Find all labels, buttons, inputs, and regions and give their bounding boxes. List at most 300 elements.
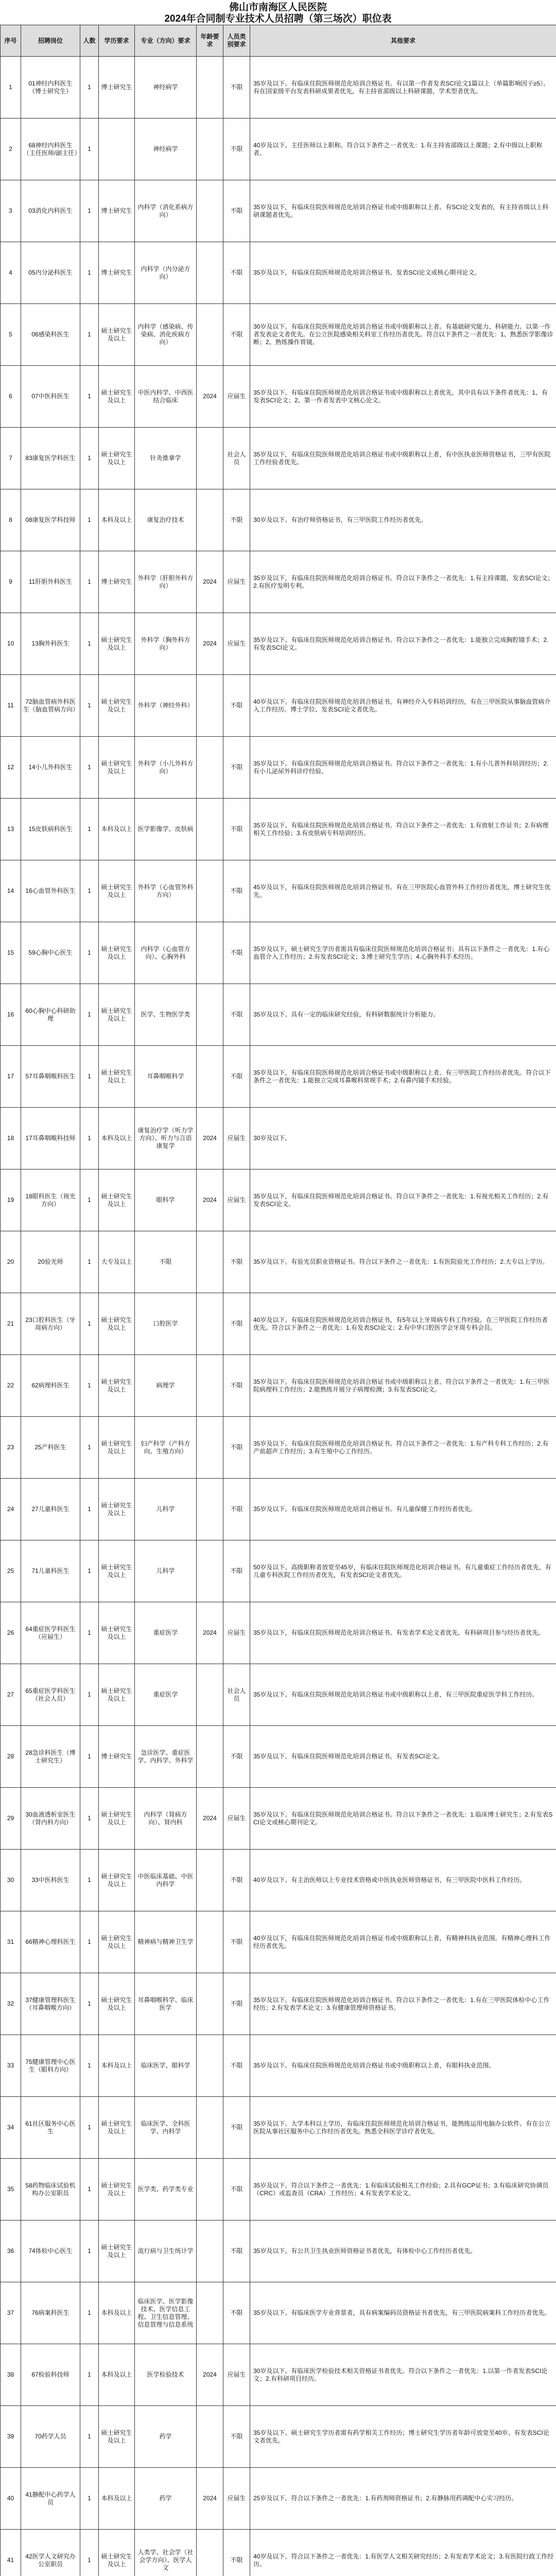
- row-edu: 本科及以上: [99, 1108, 135, 1170]
- row-other: 35岁及以下，有临床住院医师规范化培训合格证书或中级职称以上者。有三甲医院工作经历者优先。符合以下条件之一者优先：1.能独立完成耳鼻喉科常规手术；2.有鼻内镜手术经验。: [250, 1046, 556, 1108]
- row-category: 不限: [223, 242, 250, 304]
- row-no: 26: [1, 1602, 21, 1664]
- row-post: 65重症医学科医生（社会人员）: [21, 1664, 80, 1726]
- row-category: 应届生: [223, 2468, 250, 2530]
- row-other: 35岁及以下。大学本科以上学历，有临床住院医师规范化培训合格证书，能熟练运用电脑办公软件。有在公立医院从事社区服务中心工作经历者优先。熟悉全科医学诊疗者优先。: [250, 2097, 556, 2159]
- row-count: 1: [80, 799, 99, 860]
- row-category: 不限: [223, 489, 250, 551]
- row-category: 不限: [223, 984, 250, 1046]
- row-category: 社会人员: [223, 1664, 250, 1726]
- row-age: [197, 57, 223, 118]
- row-post: 76病案科医生: [21, 2282, 80, 2344]
- table-row: [1, 1540, 556, 1602]
- row-category: 不限: [223, 1850, 250, 1911]
- row-post: 68神经内科医生（主任医师/副主任）: [21, 118, 80, 180]
- row-edu: 硕士研究生及以上: [99, 1788, 135, 1850]
- row-no: 39: [1, 2406, 21, 2468]
- row-age: [197, 2097, 223, 2159]
- row-count: 1: [80, 1973, 99, 2035]
- row-other: 25岁及以下。符合以下条件之一者优先：1.有药剂师资格证书；2.有静脉用药调配中心实习经历。: [250, 2468, 556, 2530]
- row-major: 医学影像学、皮肤病: [135, 799, 197, 860]
- row-edu: 硕士研究生及以上: [99, 2221, 135, 2282]
- row-edu: 本科及以上: [99, 489, 135, 551]
- row-post: 11肝胆外科医生: [21, 551, 80, 613]
- row-no: 19: [1, 1170, 21, 1231]
- table-row: [1, 1726, 556, 1788]
- row-category: 应届生: [223, 551, 250, 613]
- row-count: 1: [80, 2282, 99, 2344]
- row-no: 11: [1, 675, 21, 737]
- row-other: 35岁及以下。有临床住院医师规范化培训合格证书或中级职称以上者优先，其中具有以下条件者优先：1、有发表SCI论文；2、第一作者发表中文核心论文。: [250, 366, 556, 428]
- row-age: 2024: [197, 2468, 223, 2530]
- row-other: 35岁及以下。符合以下条件之一者优先：1.有临床试验相关工作经验；2.具有GCP证书；3.有临床研究协调员（CRC）或监查员（CRA）工作经历；4.有发表学术论文。: [250, 2159, 556, 2221]
- row-category: 不限: [223, 304, 250, 366]
- row-count: 1: [80, 1788, 99, 1850]
- title-line-1: 佛山市南海区人民医院: [229, 2, 327, 13]
- row-major: 医学、生物医学类: [135, 984, 197, 1046]
- header-other: 其他要求: [250, 25, 556, 57]
- row-count: 1: [80, 304, 99, 366]
- row-other: 30岁及以下。有临床医学检验技术相关资格证书者优先。符合以下条件之一者优先：1.以第一作者发表SCI论文；2.有科研项目经历。: [250, 2344, 556, 2406]
- row-major: 神经病学: [135, 57, 197, 118]
- row-post: 05内分泌科医生: [21, 242, 80, 304]
- row-post: 33中医科医生: [21, 1850, 80, 1911]
- row-edu: 本科及以上: [99, 799, 135, 860]
- row-other: 35岁及以下。有临床住院医师规范化培训合格证书或中级职称以上者。符合以下条件之一者优先：1.有三甲医院病理科工作经历；2.能熟练开展分子病理检测；3.有发表SCI论文。: [250, 1355, 556, 1417]
- row-category: 不限: [223, 1231, 250, 1293]
- row-count: 1: [80, 118, 99, 180]
- row-category: 应届生: [223, 366, 250, 428]
- row-post: 72脑血管病外科医生（脑血管病方向）: [21, 675, 80, 737]
- row-category: 应届生: [223, 1602, 250, 1664]
- row-category: 不限: [223, 737, 250, 799]
- row-other: 40岁及以下。符合以下条件之一者优先：1.有医学人文相关研究经历；2.有发表学术论文；3.有医院行政工作经历。: [250, 2530, 556, 2576]
- row-count: 1: [80, 1046, 99, 1108]
- row-count: 1: [80, 2159, 99, 2221]
- row-major: 临床医学、医学影像技术、医学信息工程、卫生信息管理、信息管理与信息系统: [135, 2282, 197, 2344]
- row-age: 2024: [197, 613, 223, 675]
- row-major: 针灸推拿学: [135, 428, 197, 489]
- table-row: [1, 2468, 556, 2530]
- row-other: 40岁及以下。有主治医师以上专业技术资格或中医执业医师资格证书，有三甲医院中医科工作经历。: [250, 1850, 556, 1911]
- row-count: 1: [80, 1170, 99, 1231]
- row-age: 2024: [197, 1602, 223, 1664]
- table-row: [1, 1293, 556, 1355]
- row-other: 35岁及以下。有临床住院医师规范化培训合格证书。符合以下条件之一者优先：1.临床博士研究生；2.有发表SCI论文或核心期刊论文。: [250, 1788, 556, 1850]
- row-edu: 硕士研究生及以上: [99, 1664, 135, 1726]
- row-other: 35岁及以下，有临床住院医师规范化培训合格证书或中级职称以上者，有中医执业医师资格证书，三甲有医院工作经验者优先。: [250, 428, 556, 489]
- row-major: 外科学（神经外科）: [135, 675, 197, 737]
- row-age: [197, 860, 223, 922]
- job-table: [0, 25, 556, 2576]
- row-no: 14: [1, 860, 21, 922]
- row-major: 医学类、药学类专业: [135, 2159, 197, 2221]
- row-category: 不限: [223, 1046, 250, 1108]
- row-age: [197, 2282, 223, 2344]
- row-major: 康复治疗技术: [135, 489, 197, 551]
- row-post: 03消化内科医生: [21, 180, 80, 242]
- row-other: 35岁及以下。有临床住院医师规范化培训合格证书。有以第一作者发表SCI论文1篇以上（单篇影响因子≥5）。有在国家级平台发表科研成果者优先，有主持省部级以上科研课题，学术型者优先。: [250, 57, 556, 118]
- table-row: [1, 242, 556, 304]
- row-age: [197, 1664, 223, 1726]
- table-row: [1, 2530, 556, 2576]
- row-edu: 本科及以上: [99, 2282, 135, 2344]
- row-no: 4: [1, 242, 21, 304]
- row-other: 35岁及以下，有临床住院医师规范化培训合格证书。符合以下条件之一者优先：1.有主持课题，发表SCI论文；2.有医疗发明专利。: [250, 551, 556, 613]
- row-category: 应届生: [223, 613, 250, 675]
- row-count: 1: [80, 1293, 99, 1355]
- row-edu: 硕士研究生及以上: [99, 1355, 135, 1417]
- row-age: [197, 489, 223, 551]
- row-edu: 硕士研究生及以上: [99, 304, 135, 366]
- row-major: 临床医学、眼科学: [135, 2035, 197, 2097]
- row-no: 9: [1, 551, 21, 613]
- table-row: [1, 1788, 556, 1850]
- row-no: 34: [1, 2097, 21, 2159]
- row-count: 1: [80, 1540, 99, 1602]
- row-no: 24: [1, 1479, 21, 1540]
- row-major: 药学: [135, 2468, 197, 2530]
- header-major: 专业（方向）要求: [135, 25, 197, 57]
- row-edu: 硕士研究生及以上: [99, 2530, 135, 2576]
- row-age: [197, 1726, 223, 1788]
- header-edu: 学历要求: [99, 25, 135, 57]
- row-edu: 本科及以上: [99, 2035, 135, 2097]
- row-edu: 硕士研究生及以上: [99, 737, 135, 799]
- row-no: 20: [1, 1231, 21, 1293]
- row-count: 1: [80, 57, 99, 118]
- table-row: [1, 1664, 556, 1726]
- row-other: 40岁及以下。有临床住院医师规范化培训合格证书，有神经介入专科培训经历，有在三甲医院从事脑血管病介入工作经历。博士学位、发表SCI论文者优先。: [250, 675, 556, 737]
- row-no: 23: [1, 1417, 21, 1479]
- row-major: 外科学（肝胆外科方向）: [135, 551, 197, 613]
- row-post: 16心血管外科医生: [21, 860, 80, 922]
- row-major: 精神病与精神卫生学: [135, 1911, 197, 1973]
- row-other: 35岁及以下。硕士研究生学历者需有药学相关工作经历；博士研究生学历者年龄可放宽至40岁。有发表SCI论文者优先。: [250, 2406, 556, 2468]
- row-no: 35: [1, 2159, 21, 2221]
- row-edu: 博士研究生: [99, 57, 135, 118]
- row-no: 13: [1, 799, 21, 860]
- row-other: 40岁及以下。有临床住院医师规范化培训合格证书，有5年以上牙周病专科工作经验。在三甲医院工作经历者优先。符合以下条件之一者优先：1.有发表SCI论文；2.有中华口腔医学会牙周专科会员。: [250, 1293, 556, 1355]
- header-no: 序号: [1, 25, 21, 57]
- row-major: 内科学（内分泌方向）: [135, 242, 197, 304]
- table-body: [1, 57, 556, 2576]
- row-post: 57耳鼻咽喉科医生: [21, 1046, 80, 1108]
- table-row: [1, 1046, 556, 1108]
- table-row: [1, 57, 556, 118]
- row-edu: 本科及以上: [99, 2344, 135, 2406]
- row-category: 不限: [223, 1973, 250, 2035]
- row-edu: 博士研究生: [99, 242, 135, 304]
- row-age: 2024: [197, 2344, 223, 2406]
- row-age: 2024: [197, 1108, 223, 1170]
- row-category: 社会人员: [223, 428, 250, 489]
- header-age: 年龄要求: [197, 25, 223, 57]
- row-no: 16: [1, 984, 21, 1046]
- row-category: 不限: [223, 180, 250, 242]
- row-count: 1: [80, 2344, 99, 2406]
- row-category: 不限: [223, 1293, 250, 1355]
- row-age: [197, 2406, 223, 2468]
- row-no: 6: [1, 366, 21, 428]
- row-age: [197, 1293, 223, 1355]
- table-row: [1, 489, 556, 551]
- table-row: [1, 118, 556, 180]
- row-count: 1: [80, 2468, 99, 2530]
- row-no: 18: [1, 1108, 21, 1170]
- row-count: 1: [80, 2097, 99, 2159]
- row-post: 62病理科医生: [21, 1355, 80, 1417]
- row-age: 2024: [197, 1170, 223, 1231]
- row-age: [197, 1911, 223, 1973]
- title-line-2: 2024年合同制专业技术人员招聘（第三场次）职位表: [164, 13, 392, 24]
- row-no: 31: [1, 1911, 21, 1973]
- row-other: 50岁及以下。高级职称者放宽至45岁，有临床住院医师规范化培训合格证书。有儿童重症工作经历者优先，有儿童专科医院工作经历者优先，有发表SCI论文者优先。: [250, 1540, 556, 1602]
- row-post: 75健康管理中心医生（眼科方向）: [21, 2035, 80, 2097]
- row-category: 不限: [223, 2282, 250, 2344]
- row-count: 1: [80, 551, 99, 613]
- table-row: [1, 2035, 556, 2097]
- table-row: [1, 2159, 556, 2221]
- row-post: 01神经内科医生（博士研究生）: [21, 57, 80, 118]
- row-count: 1: [80, 1726, 99, 1788]
- row-edu: 硕士研究生及以上: [99, 366, 135, 428]
- row-no: 21: [1, 1293, 21, 1355]
- row-edu: 硕士研究生及以上: [99, 1540, 135, 1602]
- row-post: 83康复医学科医生: [21, 428, 80, 489]
- row-age: [197, 922, 223, 984]
- row-no: 40: [1, 2468, 21, 2530]
- row-major: 不限: [135, 1231, 197, 1293]
- table-row: [1, 304, 556, 366]
- table-row: [1, 1170, 556, 1231]
- row-post: 64重症医学科医生（应届生）: [21, 1602, 80, 1664]
- row-age: [197, 737, 223, 799]
- row-edu: 硕士研究生及以上: [99, 1293, 135, 1355]
- row-edu: 硕士研究生及以上: [99, 2406, 135, 2468]
- row-count: 1: [80, 180, 99, 242]
- row-edu: 硕士研究生及以上: [99, 1046, 135, 1108]
- row-count: 1: [80, 2035, 99, 2097]
- row-major: 流行病与卫生统计学: [135, 2221, 197, 2282]
- row-other: 35岁及以下。有临床医学专业背景者，具有病案编码员资格证书者优先，有三甲医院病案科工作经历者优先。: [250, 2282, 556, 2344]
- row-edu: 本科及以上: [99, 2468, 135, 2530]
- row-other: 35岁及以下。有临床住院医师规范化培训合格证书，有发表SCI论文。: [250, 1726, 556, 1788]
- table-row: [1, 1108, 556, 1170]
- row-count: 1: [80, 1355, 99, 1417]
- table-row: [1, 2097, 556, 2159]
- row-post: 58药物临床试验机构办公室职员: [21, 2159, 80, 2221]
- row-post: 71儿童科医生: [21, 1540, 80, 1602]
- row-count: 1: [80, 1231, 99, 1293]
- row-age: 2024: [197, 1788, 223, 1850]
- row-age: [197, 1231, 223, 1293]
- row-age: [197, 1973, 223, 2035]
- table-row: [1, 860, 556, 922]
- row-major: 中医内科学、中西医结合临床: [135, 366, 197, 428]
- table-row: [1, 1973, 556, 2035]
- row-age: [197, 2159, 223, 2221]
- row-age: [197, 1540, 223, 1602]
- row-edu: 大专及以上: [99, 1231, 135, 1293]
- row-age: [197, 1417, 223, 1479]
- row-category: 不限: [223, 1355, 250, 1417]
- table-row: [1, 2344, 556, 2406]
- table-row: [1, 1417, 556, 1479]
- row-age: [197, 984, 223, 1046]
- row-no: 2: [1, 118, 21, 180]
- row-post: 70药学人员: [21, 2406, 80, 2468]
- row-count: 1: [80, 1664, 99, 1726]
- row-edu: 硕士研究生及以上: [99, 984, 135, 1046]
- table-row: [1, 2282, 556, 2344]
- row-edu: 硕士研究生及以上: [99, 675, 135, 737]
- row-no: 30: [1, 1850, 21, 1911]
- row-category: 不限: [223, 799, 250, 860]
- row-age: [197, 242, 223, 304]
- row-post: 15皮肤病科医生: [21, 799, 80, 860]
- row-other: 30岁及以下。: [250, 1108, 556, 1170]
- row-edu: 硕士研究生及以上: [99, 922, 135, 984]
- row-category: 不限: [223, 57, 250, 118]
- row-category: 应届生: [223, 1170, 250, 1231]
- row-count: 1: [80, 860, 99, 922]
- row-edu: 博士研究生: [99, 180, 135, 242]
- row-category: 不限: [223, 2159, 250, 2221]
- row-no: 17: [1, 1046, 21, 1108]
- row-count: 1: [80, 2221, 99, 2282]
- row-no: 27: [1, 1664, 21, 1726]
- row-major: 耳鼻咽喉科学: [135, 1046, 197, 1108]
- table-row: [1, 2221, 556, 2282]
- row-post: 07中医科医生: [21, 366, 80, 428]
- table-row: [1, 366, 556, 428]
- row-other: 35岁及以下，有临床住院医师规范化培训合格证书。符合以下条件之一者优先：1.有视光相关工作经历；2.有发表SCI论文。: [250, 1170, 556, 1231]
- row-major: 中医临床基础、中医内科学: [135, 1850, 197, 1911]
- row-major: 药学: [135, 2406, 197, 2468]
- table-row: [1, 2406, 556, 2468]
- row-major: 人类学、社会学（社会学方向）、医学人文: [135, 2530, 197, 2576]
- row-post: 20验光师: [21, 1231, 80, 1293]
- row-post: 17耳鼻咽喉科技师: [21, 1108, 80, 1170]
- row-no: 12: [1, 737, 21, 799]
- row-edu: 硕士研究生及以上: [99, 1850, 135, 1911]
- row-count: 1: [80, 613, 99, 675]
- row-age: [197, 1850, 223, 1911]
- table-row: [1, 737, 556, 799]
- row-other: 35岁及以下。有验光员职业资格证书。符合以下条件之一者优先：1.有医院验光工作经历；2.大专以上学历。: [250, 1231, 556, 1293]
- row-major: 口腔医学: [135, 1293, 197, 1355]
- row-other: 30岁及以下。有临床住院医师规范化培训合格证书或中级职称以上者。有基础研究能力、科研能力。以第一作者发表论文者优先。在公立医院感染相关科室工作经历者优先。符合以下条件之一者优先：1、熟悉医学影像诊断；2、熟练操作胃镜。: [250, 304, 556, 366]
- row-count: 1: [80, 366, 99, 428]
- row-other: 35岁及以下。有临床住院医师规范化培训合格证书。符合以下条件之一者优先：1.能独立完成胸腔镜手术；2.有发表SCI论文。: [250, 613, 556, 675]
- row-category: 不限: [223, 2530, 250, 2576]
- table-row: [1, 428, 556, 489]
- row-count: 1: [80, 922, 99, 984]
- row-post: 59心胸中心医生: [21, 922, 80, 984]
- page-title: [0, 0, 556, 25]
- row-category: 不限: [223, 860, 250, 922]
- row-other: 40岁及以下。主任医师以上职称。符合以下条件之一者优先：1.有主持省部级以上课题；2.有中级以上职称者。: [250, 118, 556, 180]
- row-major: 耳鼻咽喉科学、临床医学: [135, 1973, 197, 2035]
- table-row: [1, 1479, 556, 1540]
- row-edu: 硕士研究生及以上: [99, 1170, 135, 1231]
- row-other: 35岁及以下，硕士研究生学历者需具有临床住院医师规范化培训合格证书；具有以下条件之一者优先：1.有心血管介入工作经历；2.有发表SCI论文；3.博士研究生学历；4.心胸外科手术经历。: [250, 922, 556, 984]
- row-major: 外科学（小儿外科方向）: [135, 737, 197, 799]
- row-edu: 硕士研究生及以上: [99, 428, 135, 489]
- row-count: 1: [80, 1108, 99, 1170]
- row-major: 外科学（胸外科方向）: [135, 613, 197, 675]
- row-count: 1: [80, 2530, 99, 2576]
- table-header-row: [1, 25, 556, 57]
- row-age: [197, 304, 223, 366]
- row-post: 67检验科技师: [21, 2344, 80, 2406]
- row-edu: 硕士研究生及以上: [99, 1911, 135, 1973]
- row-post: 08康复医学科技师: [21, 489, 80, 551]
- row-category: 不限: [223, 1726, 250, 1788]
- row-edu: 硕士研究生及以上: [99, 1973, 135, 2035]
- header-category: 人员类别要求: [223, 25, 250, 57]
- row-count: 1: [80, 1479, 99, 1540]
- row-post: 06感染科医生: [21, 304, 80, 366]
- row-age: [197, 799, 223, 860]
- row-category: 不限: [223, 2097, 250, 2159]
- row-count: 1: [80, 1602, 99, 1664]
- row-major: 病理学: [135, 1355, 197, 1417]
- row-major: 急诊医学、重症医学、内科学、外科学: [135, 1726, 197, 1788]
- row-category: 应届生: [223, 1788, 250, 1850]
- table-row: [1, 1911, 556, 1973]
- row-count: 1: [80, 2406, 99, 2468]
- row-edu: 硕士研究生及以上: [99, 1417, 135, 1479]
- row-post: 60心胸中心科研助理: [21, 984, 80, 1046]
- row-other: 35岁及以下。有临床住院医师规范化培训合格证书或中级职称以上者，有三甲医院重症医学科工作经历。: [250, 1664, 556, 1726]
- row-other: 40岁及以下，有临床住院医师规范化培训合格证书或中级职称以上者，有精神科执业范围。有精神心理科工作经历者优先。: [250, 1911, 556, 1973]
- row-other: 35岁及以下。具有一定的临床研究经验，有科研数据统计分析能力。: [250, 984, 556, 1046]
- row-major: 重症医学: [135, 1664, 197, 1726]
- table-row: [1, 1602, 556, 1664]
- row-post: 74体检中心医生: [21, 2221, 80, 2282]
- row-no: 15: [1, 922, 21, 984]
- row-count: 1: [80, 675, 99, 737]
- row-other: 35岁及以下。有临床住院医师规范化培训合格证书。符合以下条件之一者优先：1.有放射工作证书；2.有病理相关工作经验；3.有皮肤病专科培训经历。: [250, 799, 556, 860]
- row-other: 35岁及以下。有临床住院医师规范化培训合格证书。符合以下条件之一者优先：1.有小儿普外科培训经历；2.有小儿泌尿外科诊疗经验。: [250, 737, 556, 799]
- row-major: 眼科学: [135, 1170, 197, 1231]
- row-age: [197, 2221, 223, 2282]
- row-major: 康复治疗学（听力学方向）、听力与言语康复学: [135, 1108, 197, 1170]
- row-post: 28急诊科医生（博士研究生）: [21, 1726, 80, 1788]
- row-other: 30岁及以下。有治疗师资格证书，有三甲医院工作经历者优先。: [250, 489, 556, 551]
- row-major: 重症医学: [135, 1602, 197, 1664]
- header-post: 招聘岗位: [21, 25, 80, 57]
- row-no: 1: [1, 57, 21, 118]
- row-post: 42医学人文研究办公室职员: [21, 2530, 80, 2576]
- row-major: 妇产科学（产科方向、生殖方向）: [135, 1417, 197, 1479]
- row-other: 45岁及以下，有临床住院医师规范化培训合格证书。有在三甲医院心血管外科工作经历者优先，博士研究生优先。: [250, 860, 556, 922]
- row-no: 41: [1, 2530, 21, 2576]
- row-other: 35岁及以下。有临床住院医师规范化培训合格证书。符合以下条件之一者优先：1.有在三甲医院体检中心工作经历；2.有发表学术论文；3.有健康管理师资格证书。: [250, 1973, 556, 2035]
- table-row: [1, 675, 556, 737]
- row-age: [197, 1479, 223, 1540]
- row-post: 18眼科医生（视光方向）: [21, 1170, 80, 1231]
- row-no: 29: [1, 1788, 21, 1850]
- row-major: 内科学（肾病方向）、肾内科: [135, 1788, 197, 1850]
- row-no: 5: [1, 304, 21, 366]
- row-post: 23口腔科医生（牙周病方向）: [21, 1293, 80, 1355]
- row-edu: [99, 118, 135, 180]
- row-post: 14小儿外科医生: [21, 737, 80, 799]
- table-row: [1, 1231, 556, 1293]
